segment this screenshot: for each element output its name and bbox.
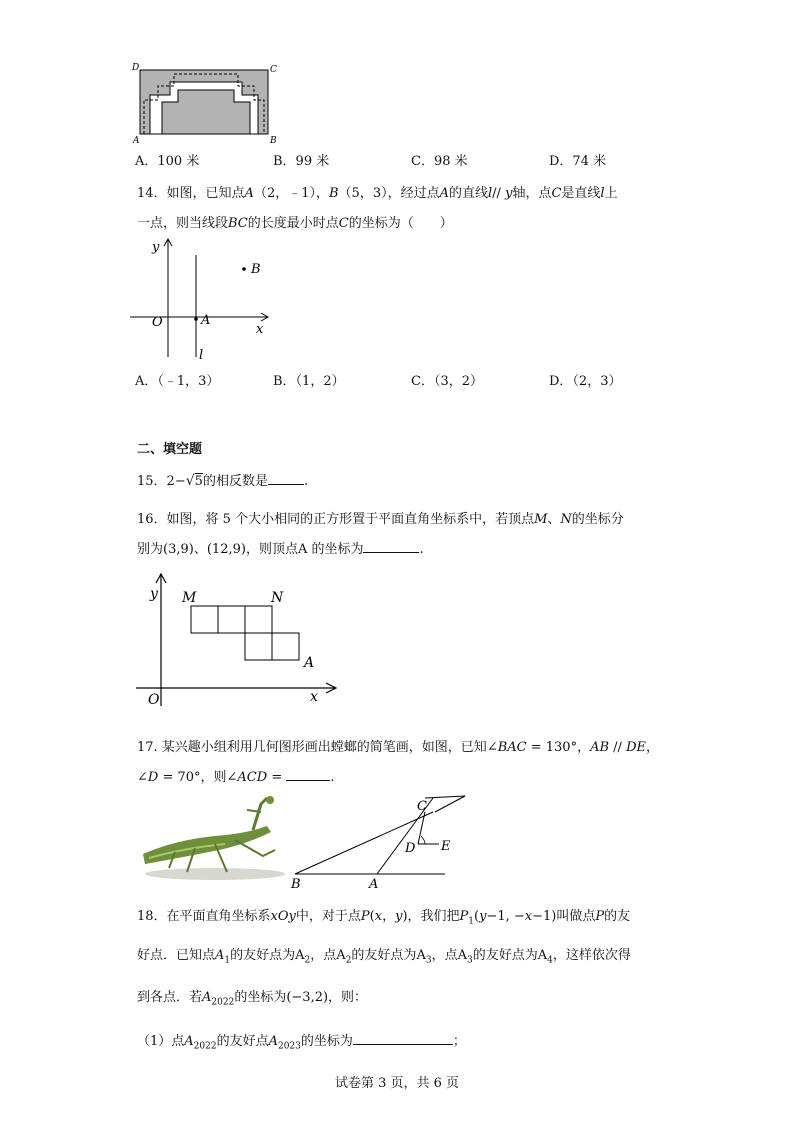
q17-figure: [285, 790, 475, 890]
q17-label-a: A: [369, 877, 379, 892]
q14-option-c: C．（3，2）: [411, 374, 483, 389]
q16-label-n: N: [271, 590, 284, 606]
q16-label-o: O: [148, 692, 160, 708]
q14-stem-line1: 14．如图，已知点A（2，﹣1），B（5，3），经过点A的直线l// y轴，点C是直线l上: [137, 186, 618, 201]
q18-stem-line2: 好点．已知点$A_1$的友好点为$A_2$，点$A_2$的友好点为$A_3$，点$A_3$的友好点为$A_4$，这样依次得: [137, 948, 631, 966]
q16-label-y: y: [150, 586, 158, 602]
q16-stem-line2: 别为(3,9)、(12,9)，则顶点A 的坐标为 .: [137, 542, 424, 557]
q15-answer-blank[interactable]: [268, 472, 304, 485]
section-title: 二、填空题: [137, 442, 203, 457]
mantis-image: [135, 792, 295, 887]
q17-label-c: C: [417, 799, 427, 814]
q18-answer-blank[interactable]: [353, 1032, 453, 1045]
page-footer: 试卷第 3 页，共 6 页: [334, 1076, 460, 1091]
q18-stem-line3: 到各点．若$A_{2022}$的坐标为(−3,2)，则：: [137, 990, 368, 1008]
q13-figure: [130, 60, 285, 145]
q14-option-d: D．（2，3）: [549, 374, 622, 389]
q13-label-d: D: [132, 63, 140, 73]
q14-label-x: x: [256, 322, 264, 337]
q16-stem-line1: 16．如图，将 5 个大小相同的正方形置于平面直角坐标系中，若顶点M、N的坐标分: [137, 512, 624, 527]
q14-stem-line2: 一点，则当线段BC的长度最小时点C的坐标为（ ）: [137, 216, 453, 231]
q14-label-l: l: [199, 348, 204, 363]
q16-label-m: M: [182, 590, 197, 606]
q13-option-c: C．98 米: [411, 154, 468, 169]
q14-label-o: O: [152, 315, 163, 330]
q14-option-b: B．（1，2）: [273, 374, 345, 389]
q14-point-b: [242, 267, 246, 271]
q16-label-x: x: [310, 689, 318, 705]
q17-answer-blank[interactable]: [286, 768, 330, 781]
q17-label-b: B: [291, 877, 301, 892]
q17-stem-line1: 17. 某兴趣小组利用几何图形画出螳螂的简笔画，如图，已知∠BAC = 130°，AB // DE，: [137, 740, 659, 755]
q13-label-c: C: [270, 65, 277, 75]
q13-label-b: B: [270, 136, 277, 146]
q15-stem: 15．2−√5的相反数是 .: [137, 473, 309, 489]
q13-option-a: A．100 米: [135, 154, 200, 169]
q13-option-b: B．99 米: [273, 154, 330, 169]
q14-label-a: A: [201, 313, 211, 328]
q14-label-y: y: [152, 240, 160, 255]
q16-figure: [130, 570, 345, 710]
q18-stem-line1: 18．在平面直角坐标系xOy中，对于点P(x，y)，我们把$P_1(y-1$, −x−1)叫做点P的友: [137, 909, 631, 927]
q16-label-a: A: [304, 655, 315, 671]
q16-answer-blank[interactable]: [363, 540, 419, 553]
q14-option-a: A．（﹣1，3）: [135, 374, 220, 389]
q14-figure: [130, 235, 280, 365]
q17-label-d: D: [405, 841, 416, 856]
q14-label-b: B: [251, 262, 261, 277]
q14-point-a: [194, 317, 198, 321]
q18-part1: （1）点$A_{2022}$的友好点$A_{2023}$的坐标为 ；: [137, 1034, 466, 1052]
q17-label-e: E: [441, 839, 451, 854]
q17-top-triangle: [425, 796, 465, 812]
q13-label-a: A: [133, 136, 140, 146]
q17-stem-line2: ∠D = 70°，则∠ACD = .: [137, 770, 335, 785]
q13-option-d: D．74 米: [549, 154, 607, 169]
